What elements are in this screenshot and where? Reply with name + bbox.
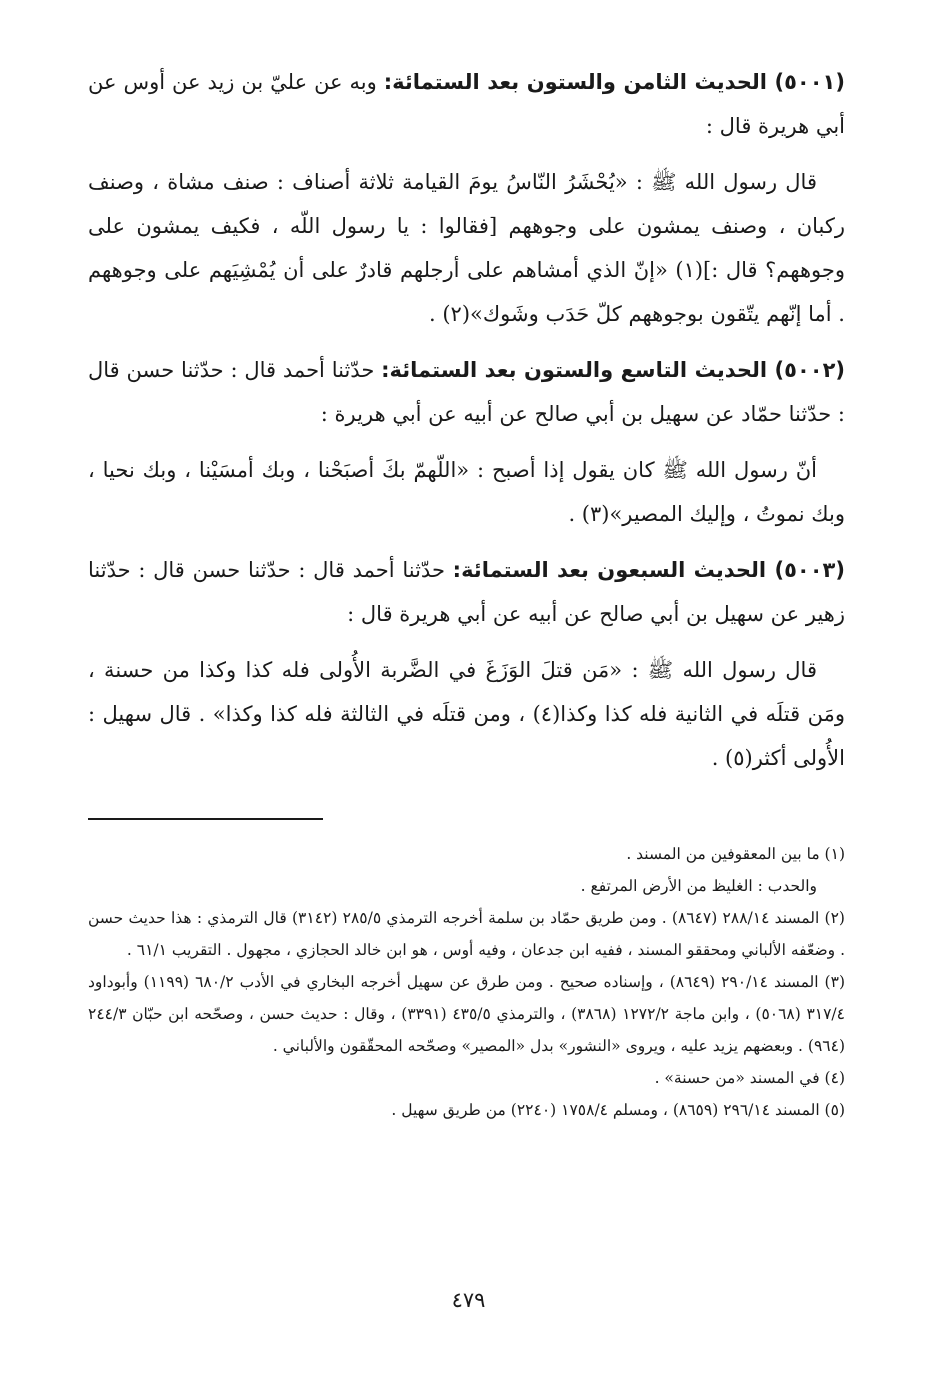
- hadith-5001-text: قال رسول الله ﷺ : «يُحْشَرُ النّاسُ يومَ القيامة ثلاثة أصناف : صنف مشاة ، وصنف ركبان ، وصنف يمشون على وجوههم [فقالوا : يا رسول اللّه ، فكيف يمشون على وجوههم؟ قال :](١) «إنّ الذي أمشاهم على أرجلهم قادرٌ على أن يُمْشِيَهم على وجوههم . أما إنّهم يتّقون بوجوههم كلّ حَدَب وشَوك»(٢) .: [88, 170, 845, 326]
- footnotes: [88, 838, 845, 1126]
- hadith-5001-header: [88, 60, 845, 148]
- hadith-heading: (٥٠٠٢) الحديث التاسع والستون بعد الستمائة:: [381, 358, 846, 382]
- page-number: ٤٧٩: [451, 1288, 486, 1312]
- hadith-heading: (٥٠٠٣) الحديث السبعون بعد الستمائة:: [452, 558, 845, 582]
- hadith-heading: (٥٠٠١) الحديث الثامن والستون بعد الستمائة:: [383, 70, 845, 94]
- footnote-4: (٤) في المسند «من حسنة» .: [654, 1069, 845, 1087]
- hadith-isnad: حدّثنا أحمد قال : حدّثنا حسن قال : حدّثنا زهير عن سهيل بن أبي صالح عن أبيه عن أبي هريرة قال :: [88, 558, 845, 626]
- footnote-1-continued: والحدب : الغليظ من الأرض المرتفع .: [580, 877, 817, 895]
- hadith-5003-header: [88, 548, 845, 636]
- footnote-5: (٥) المسند ٢٩٦/١٤ (٨٦٥٩) ، ومسلم ١٧٥٨/٤ (٢٢٤٠) من طريق سهيل .: [391, 1101, 845, 1119]
- footnote-1: (١) ما بين المعقوفين من المسند .: [626, 845, 845, 863]
- hadith-isnad: حدّثنا أحمد قال : حدّثنا حسن قال : حدّثنا حمّاد عن سهيل بن أبي صالح عن أبيه عن أبي هريرة :: [88, 358, 845, 426]
- hadith-5002-header: [88, 348, 845, 436]
- hadith-5002-text: أنّ رسول الله ﷺ كان يقول إذا أصبح : «اللّهمّ بكَ أصبَحْنا ، وبك أمسَيْنا ، وبك نحيا ، وبك نموتُ ، وإليك المصير»(٣) .: [88, 458, 845, 526]
- footnote-separator-wrap: [88, 792, 845, 838]
- hadith-isnad: وبه عن عليّ بن زيد عن أوس عن أبي هريرة قال :: [88, 70, 845, 138]
- page-body: [88, 60, 845, 1126]
- hadith-5003-text: قال رسول الله ﷺ : «مَن قتلَ الوَزَغَ في الضَّربة الأُولى فله كذا وكذا من حسنة ، ومَن قتلَه في الثانية فله كذا وكذا(٤) ، ومن قتلَه في الثالثة فله كذا وكذا» . قال سهيل : الأُولى أكثر(٥) .: [88, 658, 846, 770]
- footnote-3: (٣) المسند ٢٩٠/١٤ (٨٦٤٩) ، وإسناده صحيح . ومن طرق عن سهيل أخرجه البخاري في الأدب ٦٨٠/٢ (١١٩٩) وأبوداود ٣١٧/٤ (٥٠٦٨) ، وابن ماجة ١٢٧٢/٢ (٣٨٦٨) ، والترمذي ٤٣٥/٥ (٣٣٩١) ، وقال : حديث حسن ، وصحّحه ابن حبّان ٢٤٤/٣ (٩٦٤) . وبعضهم يزيد عليه ، ويروى «النشور» بدل «المصير» وصحّحه المحقّقون والألباني .: [88, 973, 845, 1055]
- footnote-separator: [88, 818, 323, 820]
- footnote-2: (٢) المسند ٢٨٨/١٤ (٨٦٤٧) . ومن طريق حمّاد بن سلمة أخرجه الترمذي ٢٨٥/٥ (٣١٤٢) قال الترمذي : هذا حديث حسن . وضعّفه الألباني ومحققو المسند ، ففيه ابن جدعان ، وفيه أوس ، هو ابن خالد الحجازي ، مجهول . التقريب ٦١/١ .: [88, 909, 845, 959]
